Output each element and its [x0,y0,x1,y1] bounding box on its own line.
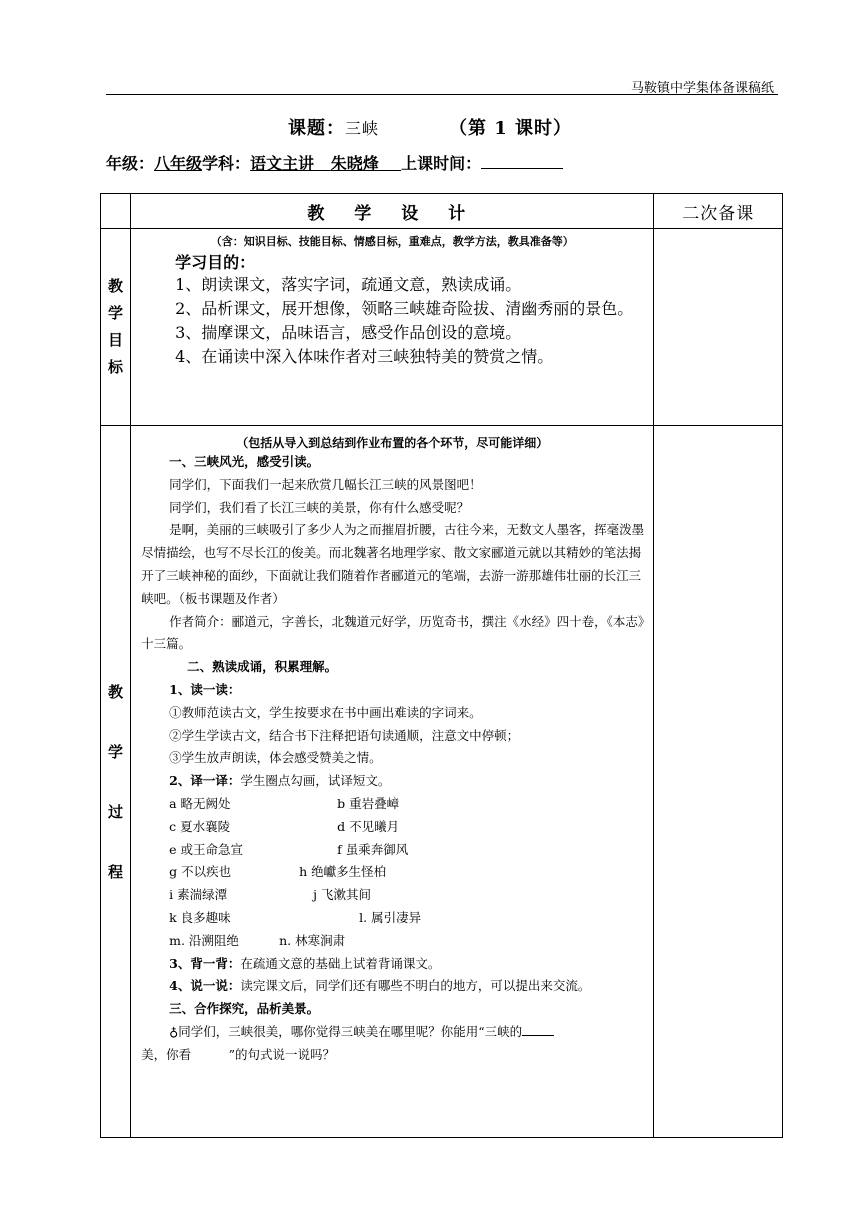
section-1-title: 一、三峡风光，感受引读。 [169,454,320,469]
design-header: 教 学 设 计 [131,194,654,229]
subject-value: 语文主讲 [250,154,315,173]
goals-side-label: 教 学 目 标 [101,229,131,426]
read-title: 1、读一读： [169,681,241,697]
goals-cell [131,229,654,426]
process-side-label: 教 学 过 程 [101,426,131,1138]
goals-second-prep [654,229,783,426]
question-line-2: 美，你看 ”的句式说一说吗？ [141,1046,336,1062]
goal-item: 2、品析课文，展开想像，领略三峡雄奇险拔、清幽秀丽的景色。 [175,299,634,318]
subject-label: 学科： [202,154,251,173]
teacher-value: 朱晓烽 [330,154,379,173]
vocab-list [131,793,653,953]
grade-value: 八年级 [154,154,203,173]
goals-heading: 学习目的： [175,253,256,272]
vocab-row: g 不以疾也 h 绝巘多生怪柏 [169,864,387,880]
corner-cell [101,194,131,229]
section-3-title: 三、合作探究，品析美景。 [169,1001,320,1017]
translate-line: 2、译一译：学生圈点勾画，试译短文。 [169,773,391,789]
time-blank [481,153,563,169]
header-caption: 马鞍镇中学集体备课稿纸 [630,81,774,96]
process-second-prep [654,426,783,1138]
goal-item: 1、朗读课文，落实字词，疏通文意，熟读成诵。 [175,275,522,294]
author-intro: 作者简介：郦道元，字善长，北魏道元好学，历览奇书，撰注《水经》四十卷，《本志》十三篇。 [141,613,645,652]
vocab-row: e 或王命急宣 f 虽乘奔御风 [169,841,409,857]
vocab-row: a 略无阙处 b 重岩叠嶂 [169,795,400,811]
second-prep-header: 二次备课 [654,194,783,229]
lesson-plan-table [100,193,783,1138]
read-step: ③学生放声朗读，体会感受赞美之情。 [169,750,382,766]
read-step: ①教师范读古文，学生按要求在书中画出难读的字词来。 [169,704,482,720]
grade-label: 年级： [106,154,155,173]
title-period: （第 1 课时） [448,118,573,139]
vocab-row: m. 沿溯阻绝 n. 林寒涧肃 [169,932,346,948]
paragraph: 同学们，下面我们一起来欣赏几幅长江三峡的风景图吧！ [169,476,482,492]
process-cell [131,426,654,1138]
time-label: 上课时间： [401,154,482,173]
discuss-line: 4、说一说：读完课文后，同学们还有哪些不明白的地方，可以提出来交流。 [169,978,591,994]
read-step: ②学生学读古文，结合书下注释把语句读通顺，注意文中停顿； [169,727,520,743]
vocab-row: i 素湍绿潭 j 飞漱其间 [169,887,371,903]
vocab-row: k 良多趣味 l. 属引凄异 [169,909,422,925]
section-2-title: 二、熟读成诵，积累理解。 [187,659,338,675]
vocab-row: c 夏水襄陵 d 不见曦月 [169,818,400,834]
goals-note: （含：知识目标、技能目标、情感目标，重难点，教学方法，教具准备等） [210,235,574,248]
goal-item: 4、在诵读中深入体味作者对三峡独特美的赞赏之情。 [175,347,554,366]
process-note: （包括从导入到总结到作业布置的各个环节，尽可能详细） [236,436,549,450]
goal-item: 3、揣摩课文，品味语言，感受作品创设的意境。 [175,323,522,342]
paragraph: 是啊，美丽的三峡吸引了多少人为之而摧眉折腰，古往今来，无数文人墨客，挥毫泼墨尽情描绘，也写不尽长江的俊美。而北魏著名地理学家、散文家郦道元就以其精妙的笔法揭开了三峡神秘的面纱，下面就让我们随着作者郦道元的笔端，去游一游那雄伟壮丽的长江三峡吧。（板书课题及作者） [141,522,645,606]
recite-line: 3、背一背：在疏通文意的基础上试着背诵课文。 [169,955,441,971]
header-rule [106,94,778,95]
paragraph: 同学们，我们看了长江三峡的美景，你有什么感受呢？ [169,499,470,515]
title-label: 课题： [287,118,345,139]
lesson-title [0,114,860,140]
title-topic: 三峡 [344,119,379,138]
question-line-1: ♁同学们，三峡很美，哪你觉得三峡美在哪里呢？你能用“三峡的 [131,1021,653,1044]
lesson-meta [106,151,563,174]
